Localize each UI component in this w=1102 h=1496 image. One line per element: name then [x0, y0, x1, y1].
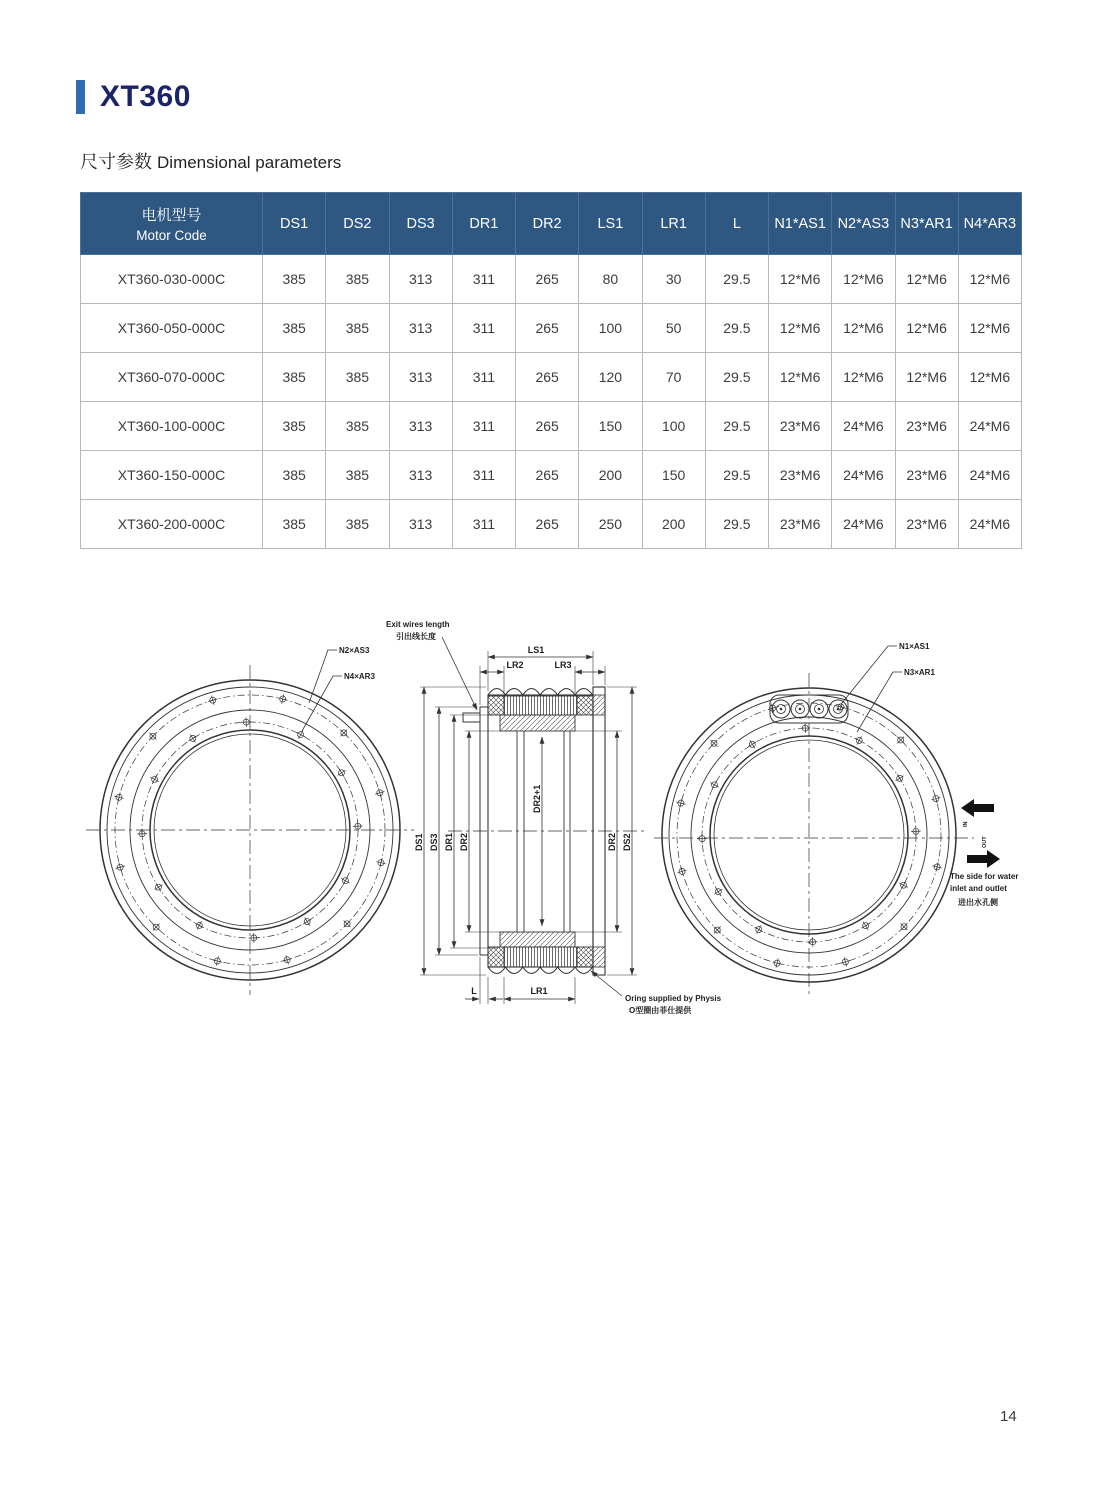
water-note-line2: inlet and outlet — [950, 884, 1007, 893]
table-row — [81, 402, 1022, 451]
bolt-hole — [893, 772, 906, 785]
value-cell: 313 — [389, 402, 452, 451]
table-body — [81, 255, 1022, 549]
value-cell: 24*M6 — [832, 402, 895, 451]
bolt-hole — [746, 738, 759, 751]
value-cell: 385 — [263, 353, 326, 402]
value-cell: 120 — [579, 353, 642, 402]
table-row — [81, 353, 1022, 402]
value-cell: 29.5 — [705, 451, 768, 500]
water-note-line1: The side for water — [950, 872, 1019, 881]
value-cell: 265 — [516, 304, 579, 353]
bolt-hole — [708, 778, 721, 791]
value-cell: 200 — [579, 451, 642, 500]
bolt-hole — [281, 954, 293, 966]
bolt-hole — [294, 728, 307, 741]
bolt-hole — [771, 957, 783, 969]
subtitle-chinese: 尺寸参数 — [80, 152, 152, 172]
subtitle-english: Dimensional parameters — [157, 153, 342, 172]
value-cell: 311 — [452, 451, 515, 500]
bolt-hole — [148, 773, 161, 786]
value-cell: 385 — [326, 353, 389, 402]
value-cell: 23*M6 — [769, 402, 832, 451]
column-header: DS2 — [326, 193, 389, 255]
value-cell: 200 — [642, 500, 705, 549]
water-out-label: OUT — [982, 836, 988, 848]
bolt-hole — [676, 865, 688, 877]
value-cell: 385 — [263, 451, 326, 500]
column-header: N3*AR1 — [895, 193, 958, 255]
value-cell: 313 — [389, 255, 452, 304]
bolt-hole — [152, 881, 165, 894]
water-outlet-arrow — [967, 836, 1000, 868]
table-row — [81, 500, 1022, 549]
motor-code-cell: XT360-030-000C — [81, 255, 263, 304]
bolt-hole — [897, 879, 910, 892]
bolt-hole — [859, 919, 872, 932]
value-cell: 265 — [516, 353, 579, 402]
value-cell: 311 — [452, 304, 515, 353]
exit-wires-label-en: Exit wires length — [386, 620, 450, 629]
value-cell: 12*M6 — [769, 255, 832, 304]
motor-code-cell: XT360-200-000C — [81, 500, 263, 549]
bolt-hole — [114, 861, 126, 873]
value-cell: 265 — [516, 402, 579, 451]
front-view-label-n2as3: N2×AS3 — [339, 646, 370, 655]
value-cell: 385 — [326, 255, 389, 304]
value-cell: 385 — [263, 255, 326, 304]
value-cell: 313 — [389, 500, 452, 549]
column-header: DR2 — [516, 193, 579, 255]
title-accent-bar — [76, 80, 85, 114]
dim-label-ls1: LS1 — [527, 645, 545, 655]
bolt-hole — [930, 793, 942, 805]
value-cell: 100 — [579, 304, 642, 353]
dim-label-dr1: DR1 — [444, 832, 454, 851]
value-cell: 385 — [326, 402, 389, 451]
value-cell: 313 — [389, 353, 452, 402]
value-cell: 311 — [452, 255, 515, 304]
value-cell: 29.5 — [705, 500, 768, 549]
dim-label-ds2: DS2 — [622, 833, 632, 851]
bolt-hole — [675, 797, 687, 809]
bolt-hole — [752, 923, 765, 936]
front-view-label-n4ar3: N4×AR3 — [344, 672, 375, 681]
column-header: L — [705, 193, 768, 255]
rear-view-label-n3ar1: N3×AR1 — [904, 668, 935, 677]
motor-code-header-cn: 电机型号 — [141, 207, 202, 224]
value-cell: 24*M6 — [958, 451, 1021, 500]
bolt-hole — [339, 874, 352, 887]
value-cell: 150 — [579, 402, 642, 451]
dim-label-lr3: LR3 — [554, 660, 572, 670]
value-cell: 12*M6 — [769, 353, 832, 402]
motor-code-cell: XT360-070-000C — [81, 353, 263, 402]
water-note-line3: 进出水孔侧 — [958, 898, 998, 907]
value-cell: 12*M6 — [832, 255, 895, 304]
bolt-hole — [301, 915, 314, 928]
bolt-hole — [808, 937, 818, 947]
page-number: 14 — [1000, 1408, 1017, 1425]
value-cell: 385 — [326, 304, 389, 353]
value-cell: 311 — [452, 500, 515, 549]
column-header: DR1 — [452, 193, 515, 255]
value-cell: 12*M6 — [895, 255, 958, 304]
dim-label-dr2-left: DR2 — [459, 832, 469, 851]
bolt-hole — [335, 766, 348, 779]
bolt-hole — [277, 693, 289, 705]
bolt-hole — [211, 955, 223, 967]
bolt-hole — [193, 919, 206, 932]
value-cell: 29.5 — [705, 255, 768, 304]
column-header: N1*AS1 — [769, 193, 832, 255]
dim-label-lr1: LR1 — [530, 986, 548, 996]
dim-label-dr2p1: DR2+1 — [532, 784, 542, 813]
motor-code-cell: XT360-100-000C — [81, 402, 263, 451]
column-header: LS1 — [579, 193, 642, 255]
rear-view-drawing — [654, 642, 1018, 997]
value-cell: 23*M6 — [895, 500, 958, 549]
rear-view-label-n1as1: N1×AS1 — [899, 642, 930, 651]
value-cell: 23*M6 — [895, 402, 958, 451]
value-cell: 50 — [642, 304, 705, 353]
cross-section-drawing — [386, 620, 722, 1015]
column-header: LR1 — [642, 193, 705, 255]
value-cell: 12*M6 — [895, 304, 958, 353]
motor-code-cell: XT360-050-000C — [81, 304, 263, 353]
title-block — [76, 80, 191, 114]
value-cell: 12*M6 — [895, 353, 958, 402]
motor-code-cell: XT360-150-000C — [81, 451, 263, 500]
value-cell: 313 — [389, 304, 452, 353]
value-cell: 265 — [516, 255, 579, 304]
value-cell: 385 — [263, 402, 326, 451]
bolt-hole — [712, 885, 725, 898]
value-cell: 385 — [263, 500, 326, 549]
table-row — [81, 451, 1022, 500]
value-cell: 24*M6 — [832, 500, 895, 549]
value-cell: 24*M6 — [958, 402, 1021, 451]
section-subtitle — [80, 148, 341, 174]
value-cell: 30 — [642, 255, 705, 304]
value-cell: 23*M6 — [769, 500, 832, 549]
value-cell: 29.5 — [705, 353, 768, 402]
value-cell: 23*M6 — [895, 451, 958, 500]
value-cell: 250 — [579, 500, 642, 549]
dim-label-dr2-right: DR2 — [607, 832, 617, 851]
dim-label-l: L — [471, 986, 477, 996]
motor-code-column-header — [81, 193, 263, 255]
bolt-hole — [146, 729, 160, 743]
bolt-hole — [207, 694, 219, 706]
dimensional-parameters-table — [80, 192, 1022, 549]
bolt-hole — [186, 732, 199, 745]
column-header: N4*AR3 — [958, 193, 1021, 255]
water-in-label: IN — [963, 821, 969, 827]
value-cell: 385 — [263, 304, 326, 353]
page-title: XT360 — [100, 80, 191, 113]
value-cell: 12*M6 — [958, 255, 1021, 304]
dim-label-ds1: DS1 — [414, 833, 424, 851]
value-cell: 311 — [452, 353, 515, 402]
value-cell: 24*M6 — [958, 500, 1021, 549]
value-cell: 100 — [642, 402, 705, 451]
water-inlet-arrow — [961, 799, 994, 827]
column-header: DS1 — [263, 193, 326, 255]
value-cell: 23*M6 — [769, 451, 832, 500]
table-row — [81, 255, 1022, 304]
value-cell: 12*M6 — [769, 304, 832, 353]
oring-note-en: Oring supplied by Physis — [625, 994, 722, 1003]
bolt-hole — [113, 791, 125, 803]
value-cell: 385 — [326, 500, 389, 549]
value-cell: 265 — [516, 500, 579, 549]
bolt-hole — [375, 857, 387, 869]
value-cell: 12*M6 — [832, 304, 895, 353]
column-header: N2*AS3 — [832, 193, 895, 255]
bolt-hole — [340, 917, 354, 931]
value-cell: 12*M6 — [958, 304, 1021, 353]
bolt-hole — [853, 734, 866, 747]
value-cell: 150 — [642, 451, 705, 500]
front-view-drawing — [86, 646, 414, 995]
oring-note-cn: O型圈由菲仕提供 — [629, 1006, 692, 1015]
bolt-hole — [911, 826, 921, 836]
value-cell: 12*M6 — [958, 353, 1021, 402]
table-row — [81, 304, 1022, 353]
value-cell: 311 — [452, 402, 515, 451]
value-cell: 313 — [389, 451, 452, 500]
value-cell: 24*M6 — [832, 451, 895, 500]
dim-label-lr2: LR2 — [506, 660, 524, 670]
table-header-row — [81, 193, 1022, 255]
bolt-hole — [931, 861, 943, 873]
value-cell: 80 — [579, 255, 642, 304]
bolt-hole — [839, 956, 851, 968]
value-cell: 29.5 — [705, 402, 768, 451]
bolt-hole — [697, 834, 707, 844]
exit-wires-label-cn: 引出线长度 — [396, 632, 436, 641]
value-cell: 70 — [642, 353, 705, 402]
motor-code-header-en: Motor Code — [136, 228, 207, 243]
value-cell: 265 — [516, 451, 579, 500]
value-cell: 29.5 — [705, 304, 768, 353]
bolt-hole — [374, 787, 386, 799]
dim-label-ds3: DS3 — [429, 833, 439, 851]
column-header: DS3 — [389, 193, 452, 255]
value-cell: 12*M6 — [832, 353, 895, 402]
technical-drawing — [56, 605, 1056, 1050]
value-cell: 385 — [326, 451, 389, 500]
